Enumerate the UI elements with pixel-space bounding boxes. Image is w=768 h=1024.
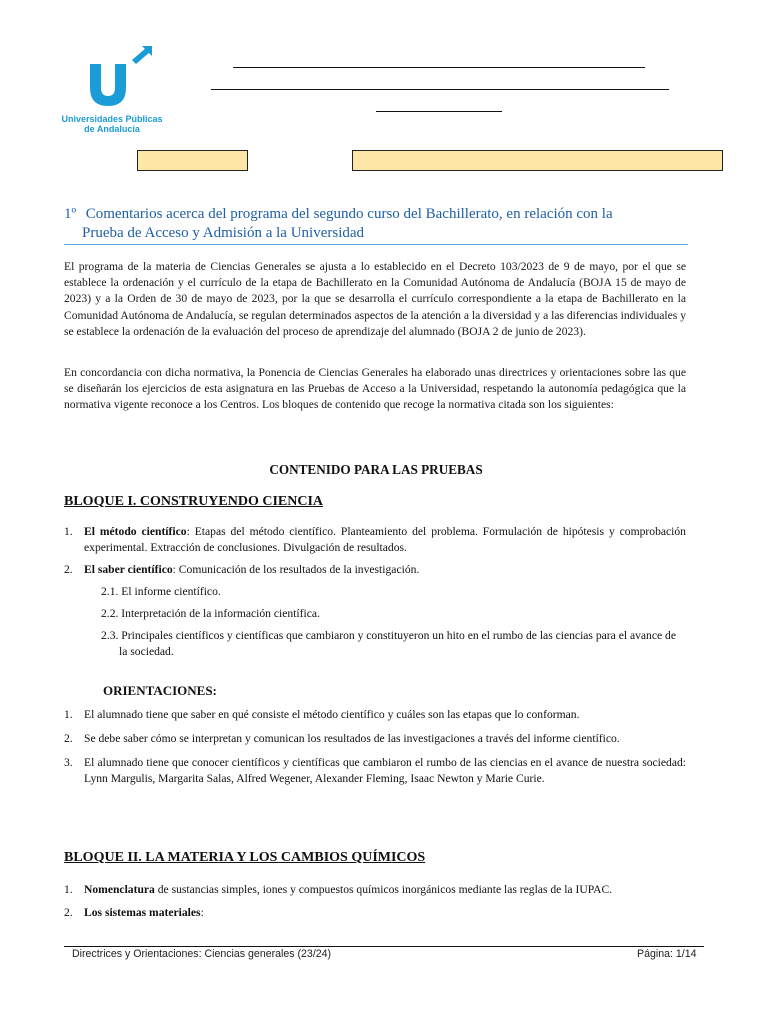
item-text: : xyxy=(200,906,204,919)
sublist-item: 2.2. Interpretación de la información científica. xyxy=(101,607,320,620)
item-number: 2. xyxy=(64,563,73,576)
bloque-1-list xyxy=(64,524,686,584)
item-bold-label: El método científico xyxy=(84,525,187,538)
bloque-2-title: BLOQUE II. LA MATERIA Y LOS CAMBIOS QUÍMICOS xyxy=(64,850,426,865)
list-item xyxy=(64,524,686,556)
intro-paragraph-2: En concordancia con dicha normativa, la Ponencia de Ciencias Generales ha elaborado unas directrices y orientaciones sobre las que se diseñarán los ejercicios de esta asignatura en las Pruebas de Acceso a la Universidad, respetando la autonomía pedagógica que la normativa vigente reconoce a los Centros. Los bloques de contenido que recoge la normativa citada son los siguientes: xyxy=(64,366,686,412)
header-rule-3 xyxy=(376,111,502,112)
footer-left: Directrices y Orientaciones: Ciencias generales (23/24) xyxy=(72,948,332,960)
heading-line2: Prueba de Acceso y Admisión a la Universidad xyxy=(82,225,365,241)
list-item xyxy=(64,731,686,747)
contenido-title: CONTENIDO PARA LAS PRUEBAS xyxy=(269,462,483,477)
list-item xyxy=(64,562,686,578)
highlight-box-left xyxy=(137,150,248,171)
header-rule-2 xyxy=(211,89,669,90)
heading-number: 1º xyxy=(64,206,77,222)
item-text: : Comunicación de los resultados de la investigación. xyxy=(172,563,420,576)
logo-caption-line1: Universidades Públicas xyxy=(61,114,163,124)
highlight-box-right xyxy=(352,150,723,171)
item-number: 2. xyxy=(64,732,73,745)
orientaciones-title: ORIENTACIONES: xyxy=(103,683,217,698)
list-item xyxy=(64,707,686,723)
intro-paragraph-1: El programa de la materia de Ciencias Generales se ajusta a lo establecido en el Decreto 103/2023 de 9 de mayo, por el que se establece la ordenación y el currículo de la etapa de Bachillerato en la Comunidad Autónoma de Andalucía (BOJA 15 de mayo de 2023) y a la Orden de 30 de mayo de 2023, por la que se desarrolla el currículo correspondiente a la etapa de Bachillerato en la Comunidad Autónoma de Andalucía, se regulan determinados aspectos de la atención a la diversidad y a las diferencias individuales y se establece la ordenación de la evaluación del proceso de aprendizaje del alumnado (BOJA 2 de junio de 2023). xyxy=(64,260,687,338)
bloque-1-sublist xyxy=(101,584,686,666)
footer-rule xyxy=(64,946,704,947)
logo-caption-line2: de Andalucía xyxy=(84,124,140,134)
item-number: 3. xyxy=(64,756,73,769)
bloque-2-list xyxy=(64,882,686,927)
item-bold-label: Los sistemas materiales xyxy=(84,906,201,919)
heading-underline xyxy=(64,244,688,245)
item-text: : Etapas del método científico. Planteamiento del problema. Formulación de hipótesis y comprobación experimental. Extracción de conclusiones. Divulgación de resultados. xyxy=(84,525,686,554)
item-text: El alumnado tiene que conocer científicos y científicas que cambiaron el rumbo de las ciencias en el avance de nuestra sociedad: Lynn Margulis, Margarita Salas, Alfred Wegener, Alexander Fleming, Isaac Newton y Marie Curie. xyxy=(84,756,686,785)
item-text: El alumnado tiene que saber en qué consiste el método científico y cuáles son las etapas que lo conforman. xyxy=(84,708,580,721)
item-text: Se debe saber cómo se interpretan y comunican los resultados de las investigaciones a través del informe científico. xyxy=(84,732,620,745)
item-bold-label: El saber científico xyxy=(84,563,173,576)
header-rule-1 xyxy=(233,67,645,68)
item-number: 1. xyxy=(64,883,73,896)
sublist-item: 2.3. Principales científicos y científicas que cambiaron y constituyeron un hito en el rumbo de las ciencias para el avance de la sociedad. xyxy=(101,629,676,658)
orientaciones-list xyxy=(64,707,686,793)
logo-caption xyxy=(60,114,164,134)
item-number: 2. xyxy=(64,906,73,919)
list-item xyxy=(64,905,686,921)
universidades-publicas-andalucia-logo xyxy=(60,44,170,134)
list-item xyxy=(64,882,686,898)
footer-page-number: Página: 1/14 xyxy=(637,948,697,960)
item-bold-label: Nomenclatura xyxy=(84,883,155,896)
sublist-item: 2.1. El informe científico. xyxy=(101,585,221,598)
item-number: 1. xyxy=(64,708,73,721)
u-logo-icon xyxy=(60,44,164,114)
section-heading xyxy=(64,205,688,243)
item-text: de sustancias simples, iones y compuestos químicos inorgánicos mediante las reglas de la IUPAC. xyxy=(154,883,613,896)
list-item xyxy=(64,755,686,787)
bloque-1-title: BLOQUE I. CONSTRUYENDO CIENCIA xyxy=(64,494,324,509)
heading-line1: Comentarios acerca del programa del segundo curso del Bachillerato, en relación con la xyxy=(85,206,613,222)
item-number: 1. xyxy=(64,525,73,538)
